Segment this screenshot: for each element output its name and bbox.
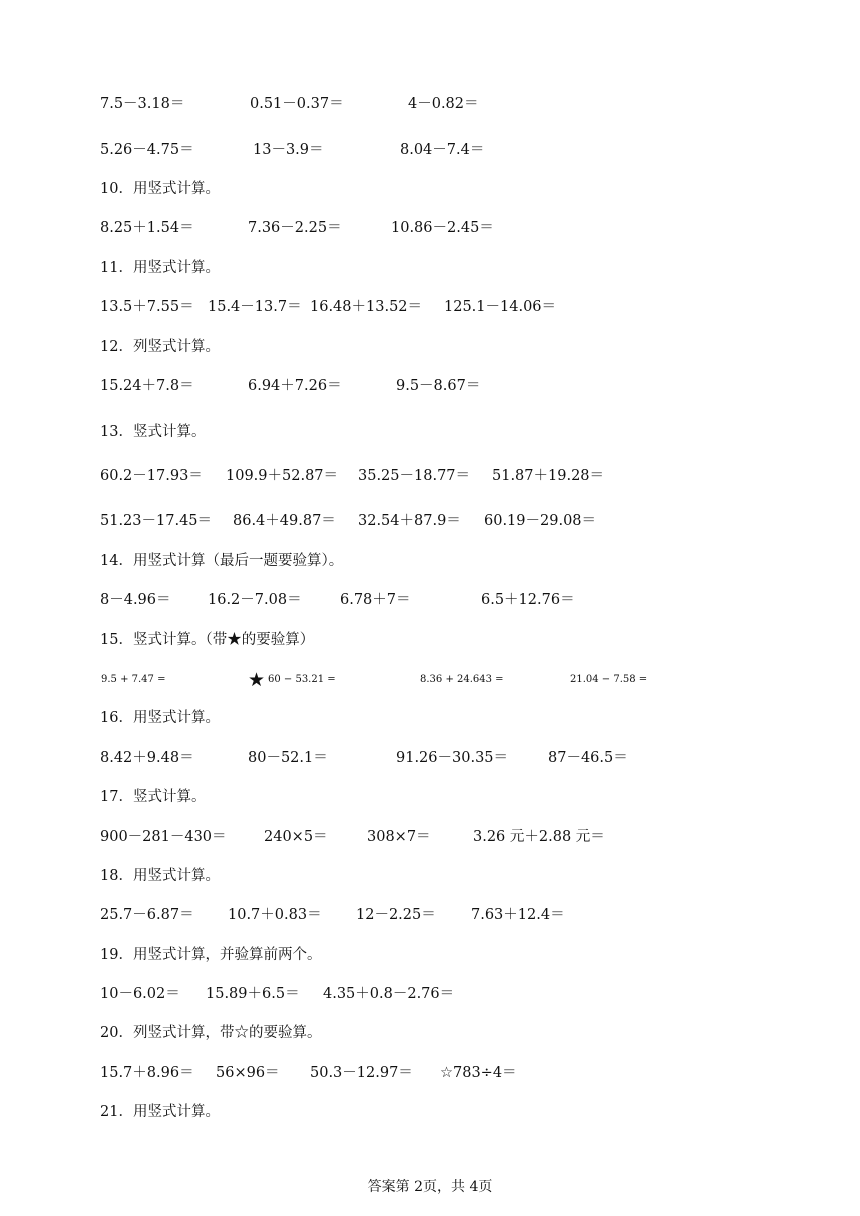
expression: 87－46.5＝ bbox=[548, 750, 628, 766]
expression: 109.9＋52.87＝ bbox=[226, 468, 339, 484]
expression: 6.78＋7＝ bbox=[340, 592, 411, 608]
expression: 15.4－13.7＝ bbox=[208, 299, 302, 315]
expression: 60 − 53.21 = bbox=[268, 674, 336, 685]
question-heading: 11．用竖式计算。 bbox=[100, 260, 220, 276]
expression: 7.36－2.25＝ bbox=[248, 220, 342, 236]
expression: 10.7＋0.83＝ bbox=[228, 907, 322, 923]
expression: 16.2－7.08＝ bbox=[208, 592, 302, 608]
expression: 9.5 + 7.47 = bbox=[101, 674, 166, 685]
expression: 10.86－2.45＝ bbox=[391, 220, 494, 236]
expression: 51.23－17.45＝ bbox=[100, 513, 213, 529]
question-heading: 13．竖式计算。 bbox=[100, 424, 206, 440]
question-heading: 20．列竖式计算，带☆的要验算。 bbox=[100, 1025, 322, 1041]
expression: 7.5－3.18＝ bbox=[100, 96, 185, 112]
expression: 6.94＋7.26＝ bbox=[248, 378, 342, 394]
expression: 15.7＋8.96＝ bbox=[100, 1065, 194, 1081]
question-heading: 18．用竖式计算。 bbox=[100, 868, 220, 884]
expression: 25.7－6.87＝ bbox=[100, 907, 194, 923]
question-heading: 21．用竖式计算。 bbox=[100, 1104, 220, 1120]
expression: 21.04 − 7.58 = bbox=[570, 674, 648, 685]
expression: 240×5＝ bbox=[264, 829, 328, 845]
question-heading: 16．用竖式计算。 bbox=[100, 710, 220, 726]
expression: 15.24＋7.8＝ bbox=[100, 378, 194, 394]
question-heading: 14．用竖式计算（最后一题要验算）。 bbox=[100, 553, 344, 569]
expression: 5.26－4.75＝ bbox=[100, 142, 194, 158]
star-icon: ★ bbox=[248, 669, 266, 691]
expression: 8.36 + 24.643 = bbox=[420, 674, 504, 685]
expression: 56×96＝ bbox=[216, 1065, 280, 1081]
expression: 15.89＋6.5＝ bbox=[206, 986, 300, 1002]
expression: 4.35＋0.8－2.76＝ bbox=[323, 986, 455, 1002]
question-heading: 17．竖式计算。 bbox=[100, 789, 206, 805]
expression: 80－52.1＝ bbox=[248, 750, 328, 766]
question-heading: 12．列竖式计算。 bbox=[100, 339, 220, 355]
expression: 7.63＋12.4＝ bbox=[471, 907, 565, 923]
expression: 16.48＋13.52＝ bbox=[310, 299, 423, 315]
expression: 12－2.25＝ bbox=[356, 907, 436, 923]
expression: 125.1－14.06＝ bbox=[444, 299, 557, 315]
expression: 6.5＋12.76＝ bbox=[481, 592, 575, 608]
expression: 4－0.82＝ bbox=[408, 96, 479, 112]
expression: 35.25－18.77＝ bbox=[358, 468, 471, 484]
question-heading: 15．竖式计算。（带★的要验算） bbox=[100, 632, 315, 648]
expression: 8.25＋1.54＝ bbox=[100, 220, 194, 236]
expression: 60.2－17.93＝ bbox=[100, 468, 203, 484]
expression: 8.42＋9.48＝ bbox=[100, 750, 194, 766]
page-footer: 答案第 2页，共 4页 bbox=[367, 1179, 493, 1195]
expression: 51.87＋19.28＝ bbox=[492, 468, 605, 484]
expression: 50.3－12.97＝ bbox=[310, 1065, 413, 1081]
expression: 8.04－7.4＝ bbox=[400, 142, 485, 158]
expression: 10－6.02＝ bbox=[100, 986, 180, 1002]
question-heading: 19．用竖式计算，并验算前两个。 bbox=[100, 947, 322, 963]
expression: 13－3.9＝ bbox=[253, 142, 324, 158]
question-heading: 10．用竖式计算。 bbox=[100, 181, 220, 197]
expression: 9.5－8.67＝ bbox=[396, 378, 481, 394]
expression: 32.54＋87.9＝ bbox=[358, 513, 461, 529]
expression: 13.5＋7.55＝ bbox=[100, 299, 194, 315]
expression: 0.51－0.37＝ bbox=[250, 96, 344, 112]
expression: 8－4.96＝ bbox=[100, 592, 171, 608]
expression: 308×7＝ bbox=[367, 829, 431, 845]
expression: 91.26－30.35＝ bbox=[396, 750, 509, 766]
expression: ☆783÷4＝ bbox=[440, 1065, 517, 1081]
expression: 3.26 元＋2.88 元＝ bbox=[473, 829, 605, 845]
expression: 900－281－430＝ bbox=[100, 829, 227, 845]
expression: 86.4＋49.87＝ bbox=[233, 513, 336, 529]
expression: 60.19－29.08＝ bbox=[484, 513, 597, 529]
